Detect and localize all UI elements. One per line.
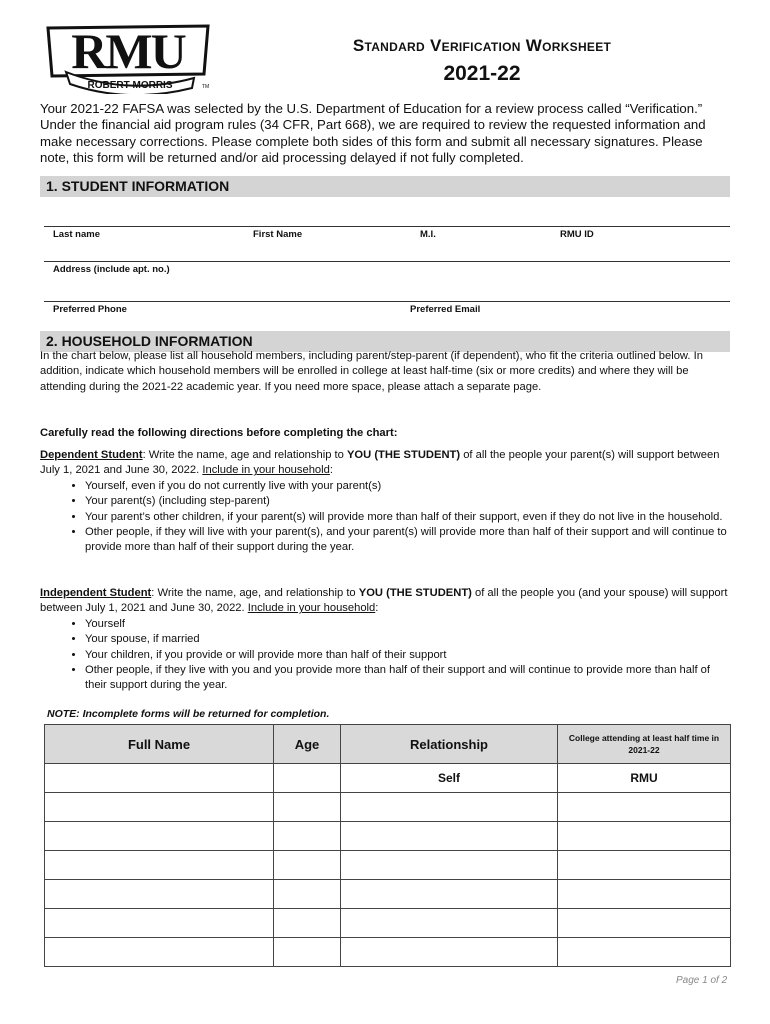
dependent-you: YOU (THE STUDENT) [346, 449, 461, 461]
college-cell[interactable] [558, 880, 731, 909]
page-number: Page 1 of 2 [676, 975, 728, 986]
independent-list [40, 617, 730, 694]
dependent-include: Include in your household [202, 464, 330, 477]
relationship-cell[interactable] [341, 938, 558, 967]
list-item: • Your parent’s other children, if your parent(s) will provide more than half of their support, even if they do not live in the household. [85, 510, 730, 525]
age-cell[interactable] [274, 938, 341, 967]
full-name-cell[interactable] [45, 851, 274, 880]
table-row [45, 938, 731, 967]
dependent-student-intro [40, 448, 730, 479]
dependent-list [40, 479, 730, 556]
list-item: • Yourself, even if you do not currently live with your parent(s) [85, 479, 730, 494]
section-household-information: 2. HOUSEHOLD INFORMATION [40, 331, 730, 352]
phone-label: Preferred Phone [53, 304, 127, 315]
address-line [44, 261, 730, 262]
list-item: • Your parent(s) (including step-parent) [85, 494, 730, 509]
age-cell[interactable] [274, 909, 341, 938]
age-cell[interactable] [274, 793, 341, 822]
name-line [44, 226, 730, 227]
full-name-cell[interactable] [45, 822, 274, 851]
header-college: College attending at least half time in 2021-22 [558, 725, 731, 764]
header-age: Age [274, 725, 341, 764]
independent-student-block [40, 586, 730, 694]
age-cell[interactable] [274, 764, 341, 793]
table-row [45, 880, 731, 909]
college-cell[interactable] [558, 938, 731, 967]
full-name-cell[interactable] [45, 793, 274, 822]
logo-rmu-text: RMU [71, 23, 185, 79]
relationship-cell[interactable] [341, 822, 558, 851]
logo-tm: TM [202, 84, 210, 90]
full-name-cell[interactable] [45, 764, 274, 793]
list-item: • Yourself [85, 617, 730, 632]
section-student-information: 1. STUDENT INFORMATION [40, 176, 730, 197]
age-cell[interactable] [274, 851, 341, 880]
worksheet-year: 2021-22 [443, 62, 521, 85]
directions-heading [40, 426, 730, 441]
table-row [45, 909, 731, 938]
header-relationship: Relationship [341, 725, 558, 764]
household-table [44, 724, 731, 967]
incomplete-forms-note: NOTE: Incomplete forms will be returned for completion. [47, 708, 330, 720]
relationship-cell[interactable] [341, 880, 558, 909]
independent-student-intro [40, 586, 730, 617]
college-cell[interactable] [558, 793, 731, 822]
college-cell: RMU [558, 764, 731, 793]
intro-paragraph: Your 2021-22 FAFSA was selected by the U.S. Department of Education for a review process called “Verification.” Under the financial aid program rules (34 CFR, Part 668), we are required to review the requested information and make necessary corrections. Please complete both sides of this form and submit all necessary signatures. Please note, this form will be returned and/or aid processing delayed if not fully completed. [40, 101, 706, 166]
full-name-cell[interactable] [45, 909, 274, 938]
contact-line [44, 301, 730, 302]
independent-colon: : [375, 602, 379, 615]
independent-you: YOU (THE STUDENT) [358, 587, 472, 599]
table-row [45, 764, 731, 793]
relationship-cell[interactable] [341, 851, 558, 880]
independent-label: Independent Student [40, 587, 152, 599]
table-row [45, 822, 731, 851]
full-name-cell[interactable] [45, 880, 274, 909]
last-name-label: Last name [53, 229, 100, 240]
relationship-cell[interactable] [341, 909, 558, 938]
logo-subtext: ROBERT MORRIS [87, 80, 173, 91]
address-label: Address (include apt. no.) [53, 264, 170, 275]
list-item: • Your spouse, if married [85, 632, 730, 647]
list-item: • Your children, if you provide or will provide more than half of their support [85, 648, 730, 663]
header-full-name: Full Name [45, 725, 274, 764]
dependent-colon: : [329, 464, 333, 477]
independent-include: Include in your household [247, 602, 376, 615]
relationship-cell: Self [341, 764, 558, 793]
dependent-text-a: : Write the name, age and relationship to [142, 449, 347, 461]
list-item: • Other people, if they live with you and you provide more than half of their support and will continue to provide more than half of their support during the year. [85, 663, 730, 694]
mi-label: M.I. [420, 229, 436, 240]
age-cell[interactable] [274, 880, 341, 909]
table-row [45, 793, 731, 822]
college-cell[interactable] [558, 909, 731, 938]
worksheet-title: Standard Verification Worksheet [352, 36, 612, 55]
full-name-cell[interactable] [45, 938, 274, 967]
age-cell[interactable] [274, 822, 341, 851]
rmu-id-label: RMU ID [560, 229, 594, 240]
college-cell[interactable] [558, 851, 731, 880]
dependent-student-block [40, 448, 730, 556]
first-name-label: First Name [253, 229, 303, 240]
directions-text: Carefully read the following directions before completing the chart: [40, 427, 398, 439]
household-intro-text: In the chart below, please list all household members, including parent/step-parent (if dependent), who fit the criteria outlined below. In addition, indicate which household members will be enrolled in college at least half-time (six or more credits) and where they will be attending during the 2021-22 academic year. If you need more space, please attach a separate page. [40, 350, 703, 393]
list-item: • Other people, if they will live with your parent(s), and your parent(s) will provide more than half of their support and will continue to provide more than half of their support during the year. [85, 525, 730, 556]
dependent-label: Dependent Student [40, 449, 143, 461]
rmu-logo [44, 22, 212, 94]
dependent-text-b: of all the people your parent(s) will support between July 1, 2021 and June 30, 2022. [40, 449, 720, 477]
household-intro [40, 349, 730, 395]
independent-text-b: of all the people you (and your spouse) will support between July 1, 2021 and June 30, 2022. [40, 587, 728, 615]
email-label: Preferred Email [410, 304, 481, 315]
college-cell[interactable] [558, 822, 731, 851]
table-header-row [45, 725, 731, 764]
independent-text-a: : Write the name, age, and relationship to [151, 587, 359, 599]
table-row [45, 851, 731, 880]
relationship-cell[interactable] [341, 793, 558, 822]
